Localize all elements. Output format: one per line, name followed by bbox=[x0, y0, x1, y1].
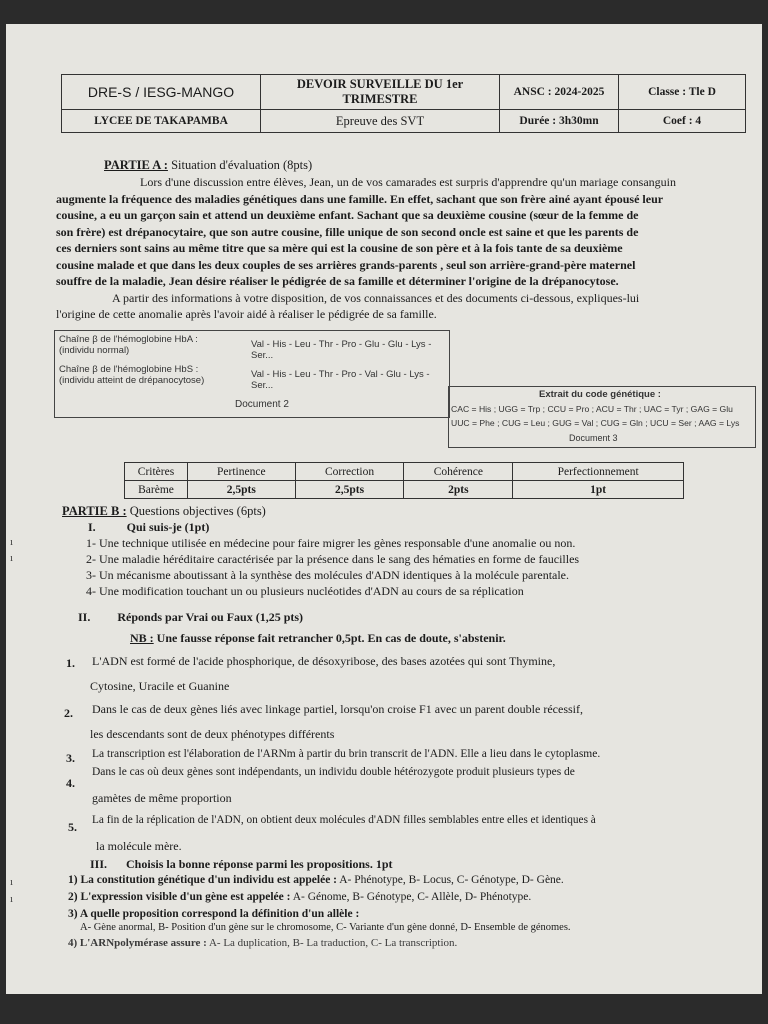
tf-statement: gamètes de même proportion bbox=[92, 791, 232, 805]
margin-mark: ı bbox=[10, 876, 14, 888]
coef-label: Coef : 4 bbox=[619, 110, 746, 133]
riddle-item: 1- Une technique utilisée en médecine pour faire migrer les gènes responsable d'une anomalie ou non. bbox=[86, 536, 576, 550]
section-1-heading: I. Qui suis-je (1pt) bbox=[88, 520, 210, 534]
riddle-item: 4- Une modification touchant un ou plusieurs nucléotides d'ADN au cours de sa réplication bbox=[86, 584, 524, 598]
document-3 bbox=[448, 386, 756, 448]
hba-sequence: Val - His - Leu - Thr - Pro - Glu - Glu - Lys - Ser... bbox=[251, 339, 432, 361]
criteria-value: Barème bbox=[125, 481, 188, 499]
header-table bbox=[61, 74, 746, 133]
criteria-header: Pertinence bbox=[188, 463, 296, 481]
hbs-sequence: Val - His - Leu - Thr - Pro - Val - Glu - Lys - Ser... bbox=[251, 369, 430, 391]
margin-mark: ı bbox=[10, 552, 14, 564]
criteria-header: Cohérence bbox=[404, 463, 513, 481]
criteria-value: 2pts bbox=[404, 481, 513, 499]
tf-number: 2. bbox=[64, 706, 73, 720]
tf-statement: Dans le cas où deux gènes sont indépendants, un individu double hétérozygote produit plusieurs types de bbox=[92, 766, 575, 778]
criteria-value: 2,5pts bbox=[188, 481, 296, 499]
tf-statement: L'ADN est formé de l'acide phosphorique, de désoxyribose, des bases azotées qui sont Thymine, bbox=[92, 654, 556, 668]
hba-label: Chaîne β de l'hémoglobine HbA : bbox=[59, 334, 198, 345]
genetic-code-line-1: CAC = His ; UGG = Trp ; CCU = Pro ; ACU = Thr ; UAC = Tyr ; GAG = Glu bbox=[451, 404, 733, 414]
section-3-heading: III. Choisis la bonne réponse parmi les propositions. 1pt bbox=[90, 857, 393, 871]
mcq-item: 4) L'ARNpolymérase assure : A- La duplication, B- La traduction, C- La transcription. bbox=[68, 937, 458, 949]
tf-statement: la molécule mère. bbox=[96, 839, 182, 853]
school-name: LYCEE DE TAKAPAMBA bbox=[62, 110, 261, 133]
tf-statement: Cytosine, Uracile et Guanine bbox=[90, 679, 230, 693]
mcq-options: A- Gène anormal, B- Position d'un gène sur le chromosome, C- Variante d'un gène donné, D- Ensemble de génomes. bbox=[80, 922, 571, 933]
genetic-code-title: Extrait du code génétique : bbox=[539, 389, 661, 400]
document-3-caption: Document 3 bbox=[569, 433, 618, 443]
mcq-item: 1) La constitution génétique d'un individu est appelée : A- Phénotype, B- Locus, C- Génotype, D- Gène. bbox=[68, 874, 564, 886]
tf-statement: les descendants sont de deux phénotypes différents bbox=[90, 727, 335, 741]
margin-mark: ı bbox=[10, 893, 14, 905]
genetic-code-line-2: UUC = Phe ; CUG = Leu ; GUG = Val ; CUG = Gln ; UCU = Ser ; AAG = Lys bbox=[451, 418, 740, 428]
nb-note: NB : Une fausse réponse fait retrancher 0,5pt. En cas de doute, s'abstenir. bbox=[130, 631, 506, 645]
riddle-item: 3- Un mécanisme aboutissant à la synthèse des molécules d'ADN identiques à la molécule parentale. bbox=[86, 568, 570, 582]
exam-page bbox=[6, 24, 762, 994]
criteria-header: Critères bbox=[125, 463, 188, 481]
part-a-heading: PARTIE A : Situation d'évaluation (8pts) bbox=[104, 158, 313, 172]
criteria-table bbox=[124, 462, 684, 499]
hbs-sublabel: (individu atteint de drépanocytose) bbox=[59, 375, 205, 386]
tf-number: 4. bbox=[66, 776, 75, 790]
part-b-heading: PARTIE B : Questions objectives (6pts) bbox=[62, 504, 266, 518]
tf-number: 3. bbox=[66, 751, 75, 765]
section-2-heading: II. Réponds par Vrai ou Faux (1,25 pts) bbox=[78, 610, 304, 624]
subject-label: Epreuve des SVT bbox=[261, 110, 500, 133]
riddle-item: 2- Une maladie héréditaire caractérisée par la présence dans le sang des hématies en forme de faucilles bbox=[86, 552, 580, 566]
duration-label: Durée : 3h30mn bbox=[500, 110, 619, 133]
class-label: Classe : Tle D bbox=[619, 75, 746, 110]
tf-number: 1. bbox=[66, 656, 75, 670]
document-2-caption: Document 2 bbox=[235, 399, 289, 410]
exam-title: DEVOIR SURVEILLE DU 1er TRIMESTRE bbox=[261, 75, 500, 110]
school-year: ANSC : 2024-2025 bbox=[500, 75, 619, 110]
hbs-label: Chaîne β de l'hémoglobine HbS : bbox=[59, 364, 199, 375]
criteria-value: 2,5pts bbox=[295, 481, 404, 499]
tf-number: 5. bbox=[68, 820, 77, 834]
hba-sublabel: (individu normal) bbox=[59, 345, 130, 356]
part-a-situation: Lors d'une discussion entre élèves, Jean, un de vos camarades est surpris d'apprendre qu'un mariage consanguin augmente la fréquence des maladies génétiques dans une famille. En effet, sachant que son frère ainé ayant épousé leur cousine, a eu un garçon sain et attend un deuxième enfant. Sachant que sa deuxième cousine (sœur de la femme de son frère) est drépanocytaire, que son autre cousine, fille unique de son second oncle est saine et que les parents de ces derniers sont sains au même titre que sa mère qui est la cousine de son père et à la fois tante de sa deuxième cousine malade et que dans les deux couples de ses arrières grands-parents , seul son arrière-grand-père maternel souffre de la maladie, Jean désire réaliser le pédigrée de sa famille et déterminer l'origine de la drépanocytose. A partir des informations à votre disposition, de vos connaissances et des documents ci-dessous, expliques-lui l'origine de cette anomalie après l'avoir aidé à réaliser le pédigrée de sa famille. bbox=[56, 175, 676, 321]
tf-statement: La fin de la réplication de l'ADN, on obtient deux molécules d'ADN filles semblables entre elles et identiques à bbox=[92, 814, 596, 826]
margin-mark: ı bbox=[10, 536, 14, 548]
mcq-item: 2) L'expression visible d'un gène est appelée : A- Génome, B- Génotype, C- Allèle, D- Phénotype. bbox=[68, 891, 532, 903]
document-2 bbox=[54, 330, 450, 418]
criteria-value: 1pt bbox=[513, 481, 684, 499]
school-directorate: DRE-S / IESG-MANGO bbox=[62, 75, 261, 110]
mcq-item: 3) A quelle proposition correspond la définition d'un allèle : bbox=[68, 908, 360, 920]
criteria-header: Perfectionnement bbox=[513, 463, 684, 481]
tf-statement: Dans le cas de deux gènes liés avec linkage partiel, lorsqu'on croise F1 avec un parent double récessif, bbox=[92, 702, 583, 716]
tf-statement: La transcription est l'élaboration de l'ARNm à partir du brin transcrit de l'ADN. Elle a lieu dans le cytoplasme. bbox=[92, 748, 601, 760]
criteria-header: Correction bbox=[295, 463, 404, 481]
